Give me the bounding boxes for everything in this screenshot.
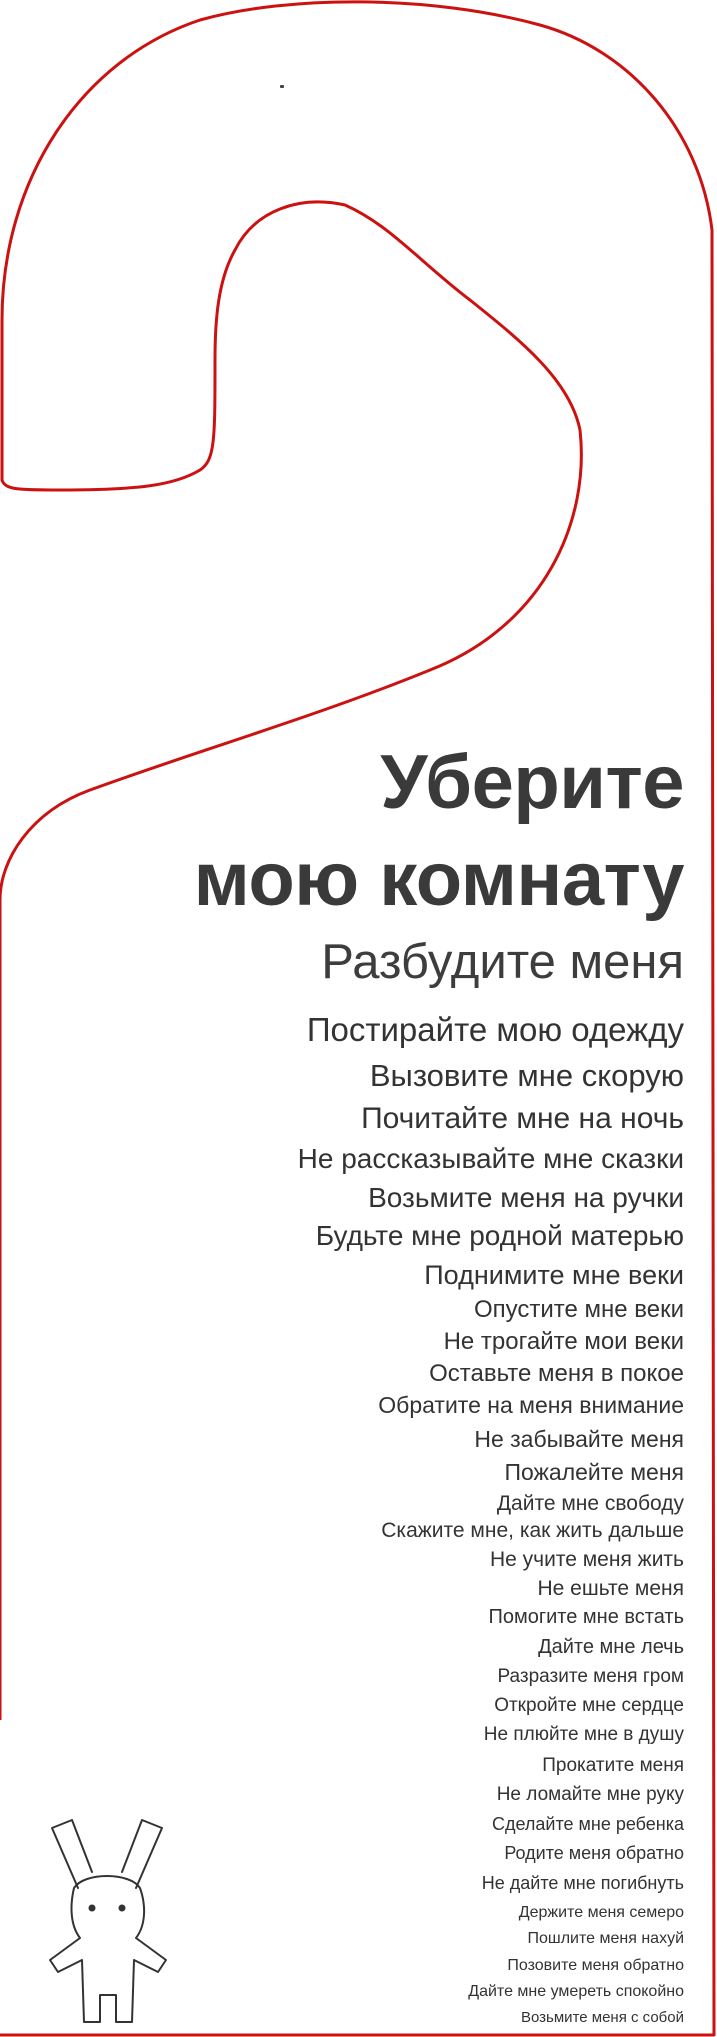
phrase-item: Возьмите меня на ручки: [368, 1182, 684, 1213]
phrase-item: Не трогайте мои веки: [443, 1328, 684, 1355]
phrase-item: Помогите мне встать: [488, 1606, 684, 1628]
phrase-item: Возьмите меня с собой: [521, 2009, 684, 2026]
phrase-item: Не дайте мне погибнуть: [481, 1873, 684, 1893]
heading-subtitle: Разбудите меня: [321, 935, 684, 989]
phrase-item: Пожалейте меня: [504, 1459, 684, 1485]
phrase-item: Почитайте мне на ночь: [361, 1102, 684, 1135]
phrase-item: Разразите меня гром: [497, 1666, 684, 1687]
phrase-item: Не ломайте мне руку: [496, 1784, 684, 1805]
phrase-item: Поднимите мне веки: [424, 1260, 684, 1290]
print-speck: [280, 85, 284, 88]
bunny-figure-icon: [30, 1800, 170, 2025]
phrase-item: Не ешьте меня: [537, 1577, 684, 1600]
heading-line-2: мою комнату: [193, 837, 684, 922]
phrase-item: Обратите на меня внимание: [378, 1392, 684, 1418]
phrase-item: Держите меня семеро: [518, 1904, 684, 1921]
phrase-item: Не учите меня жить: [489, 1548, 684, 1571]
phrase-item: Пошлите меня нахуй: [527, 1930, 684, 1947]
phrase-item: Откройте мне сердце: [494, 1695, 684, 1716]
phrase-item: Дайте мне свободу: [496, 1492, 684, 1515]
phrase-item: Вызовите мне скорую: [369, 1058, 684, 1093]
phrase-item: Прокатите меня: [542, 1755, 684, 1776]
phrase-item: Опустите мне веки: [473, 1296, 684, 1323]
phrase-item: Позовите меня обратно: [507, 1957, 684, 1974]
phrase-item: Будьте мне родной матерью: [315, 1220, 684, 1251]
phrase-item: Дайте мне лечь: [538, 1636, 684, 1658]
phrase-item: Не рассказывайте мне сказки: [297, 1143, 684, 1174]
phrase-item: Не плюйте мне в душу: [483, 1724, 684, 1745]
phrase-item: Оставьте меня в покое: [429, 1360, 684, 1387]
phrase-item: Скажите мне, как жить дальше: [381, 1519, 684, 1542]
phrase-item: Постирайте мою одежду: [306, 1011, 684, 1048]
phrase-item: Дайте мне умереть спокойно: [468, 1983, 684, 2000]
phrase-item: Родите меня обратно: [504, 1843, 684, 1863]
phrase-item: Не забывайте меня: [474, 1426, 684, 1452]
phrase-item: Сделайте мне ребенка: [491, 1814, 684, 1834]
heading-line-1: Уберите: [380, 740, 684, 825]
